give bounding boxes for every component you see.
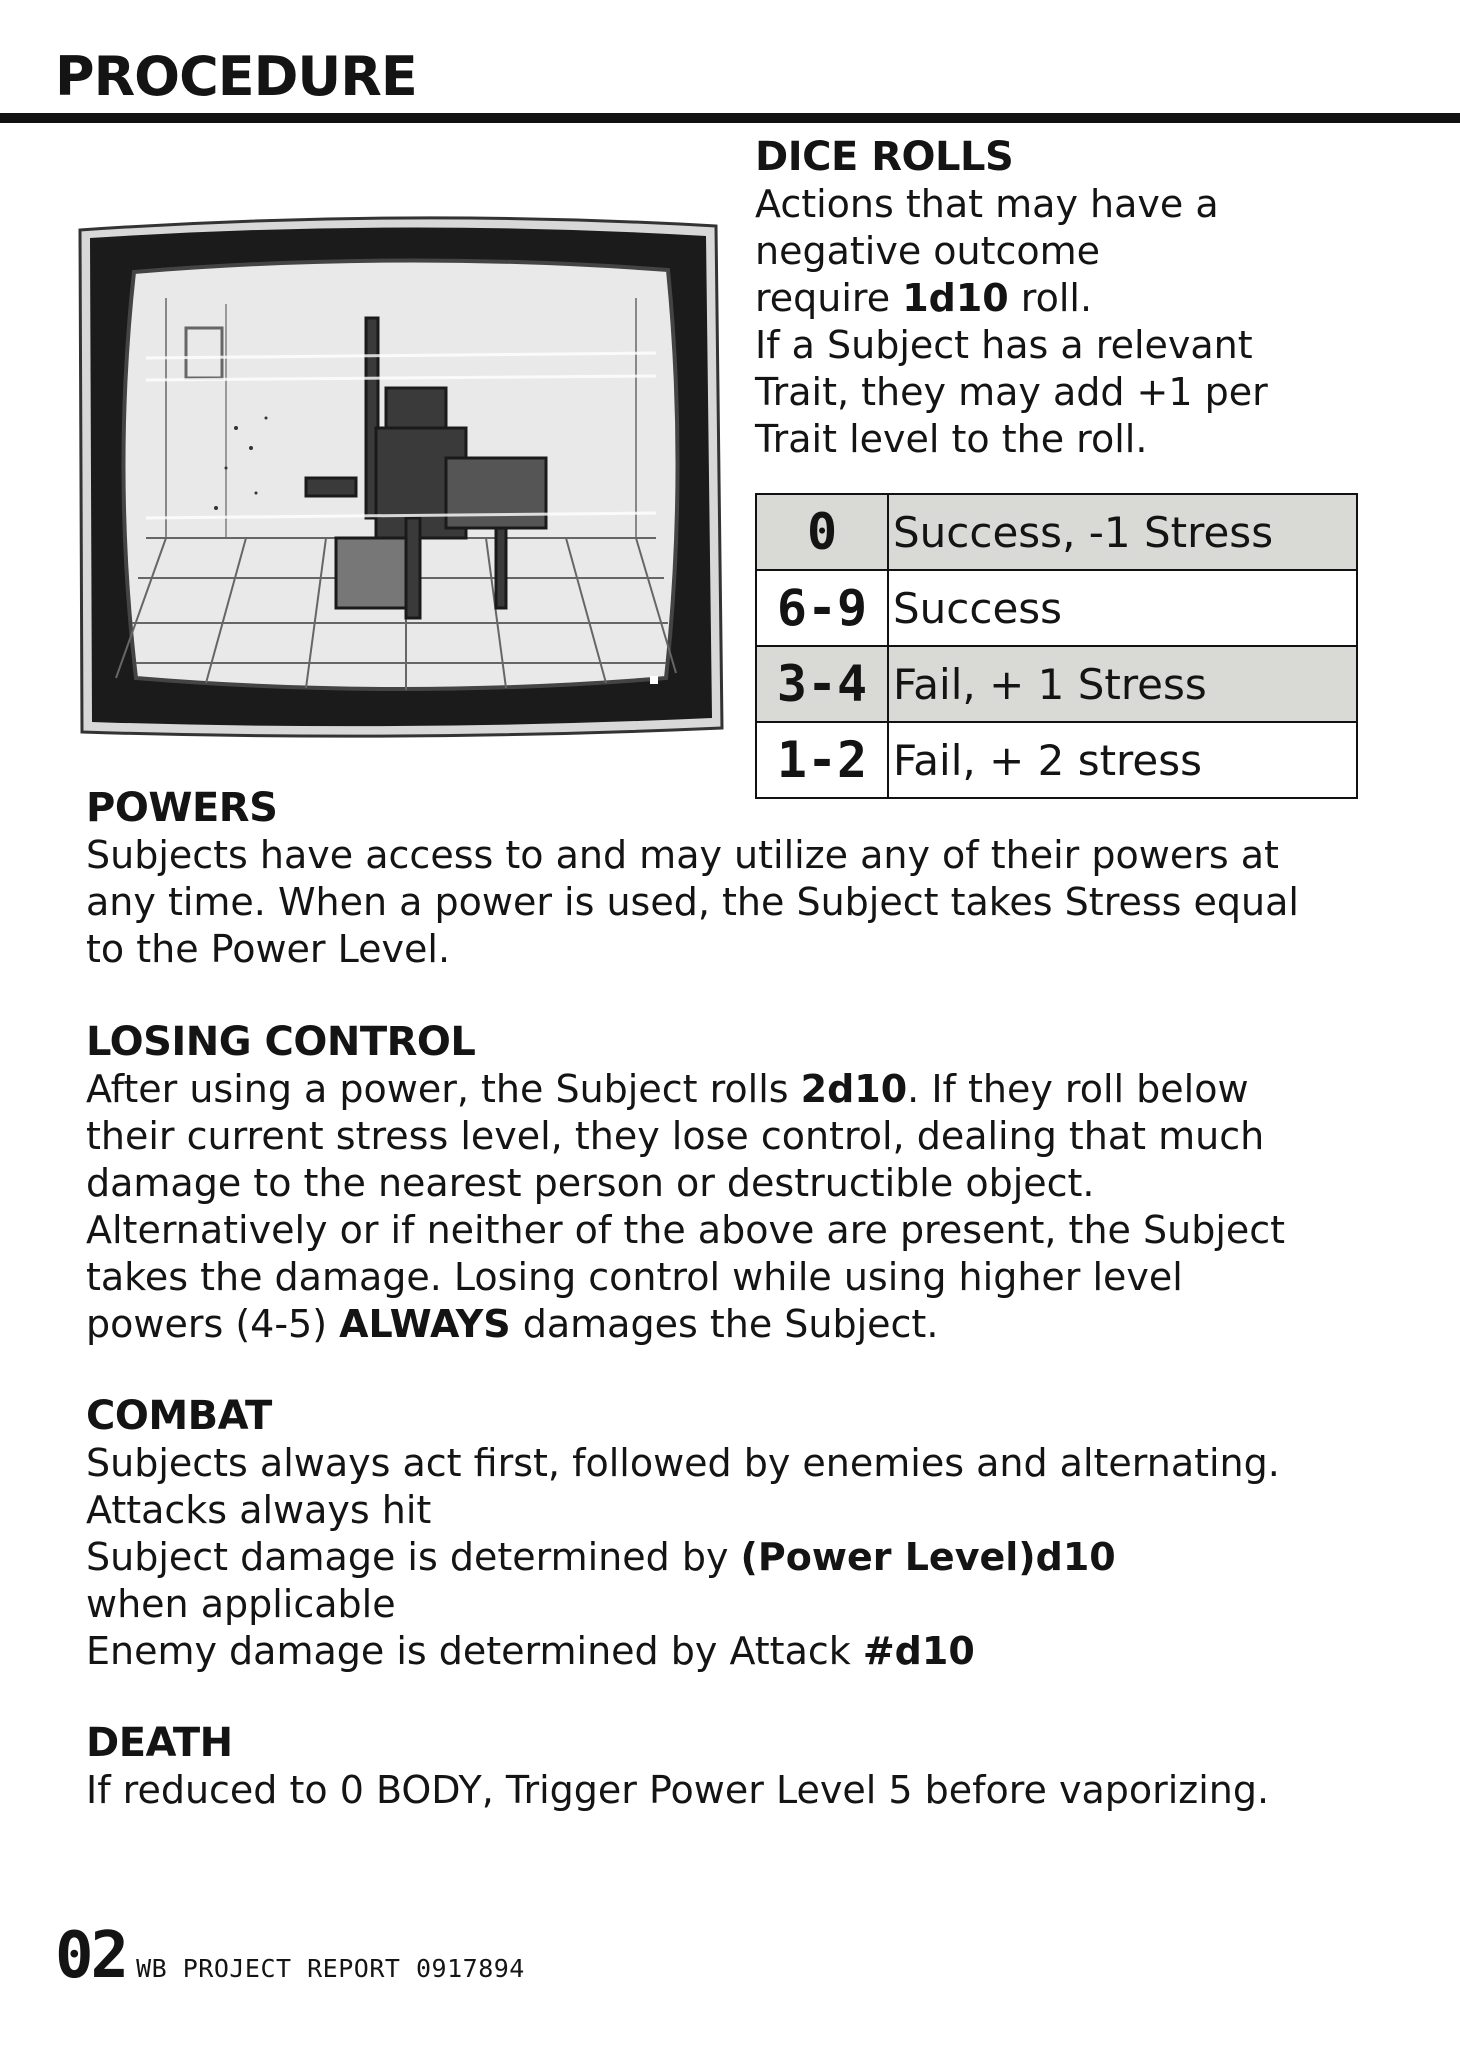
death-line: If reduced to 0 BODY, Trigger Power Level 5 before vaporizing. (86, 1768, 1270, 1812)
roll-result: Fail, + 1 Stress (888, 646, 1357, 722)
powers-section (86, 785, 1376, 973)
roll-result: Success (888, 570, 1357, 646)
table-row (756, 494, 1357, 570)
combat-line: when applicable (86, 1582, 396, 1626)
losing-control-line: Alternatively or if neither of the above are present, the Subject (86, 1208, 1286, 1252)
dice-rolls-line: Trait level to the roll. (755, 417, 1148, 461)
page-number: 02 (55, 1919, 127, 1993)
dice-rolls-section (755, 134, 1415, 463)
dice-rolls-line: Actions that may have a (755, 182, 1219, 226)
losing-control-heading: LOSING CONTROL (86, 1019, 476, 1065)
losing-control-line: After using a power, the Subject rolls 2d10. If they roll below (86, 1067, 1249, 1111)
roll-value: 0 (756, 494, 888, 570)
dice-rolls-line: negative outcome (755, 229, 1101, 273)
roll-result: Fail, + 2 stress (888, 722, 1357, 798)
combat-line: Enemy damage is determined by Attack #d10 (86, 1629, 975, 1673)
combat-line: Subjects always act first, followed by enemies and alternating. (86, 1441, 1280, 1485)
dice-rolls-line: Trait, they may add +1 per (755, 370, 1268, 414)
combat-section (86, 1393, 1376, 1675)
table-row (756, 570, 1357, 646)
powers-heading: POWERS (86, 785, 278, 831)
header-rule (0, 113, 1460, 123)
crt-television-icon (76, 208, 724, 742)
powers-line: any time. When a power is used, the Subject takes Stress equal (86, 880, 1299, 924)
combat-line: Subject damage is determined by (Power Level)d10 (86, 1535, 1116, 1579)
losing-control-line: powers (4-5) ALWAYS damages the Subject. (86, 1302, 939, 1346)
table-row (756, 646, 1357, 722)
report-id: WB PROJECT REPORT 0917894 (136, 1954, 525, 1983)
roll-results-table (755, 493, 1358, 799)
losing-control-line: their current stress level, they lose control, dealing that much (86, 1114, 1265, 1158)
dice-rolls-line: If a Subject has a relevant (755, 323, 1253, 367)
powers-line: Subjects have access to and may utilize any of their powers at (86, 833, 1279, 877)
roll-result: Success, -1 Stress (888, 494, 1357, 570)
roll-value: 1-2 (756, 722, 888, 798)
death-heading: DEATH (86, 1720, 233, 1766)
dice-rolls-heading: DICE ROLLS (755, 134, 1014, 180)
death-section (86, 1720, 1376, 1814)
page-title: PROCEDURE (55, 45, 417, 108)
dice-rolls-line: require 1d10 roll. (755, 276, 1093, 320)
roll-value: 6-9 (756, 570, 888, 646)
losing-control-section (86, 1019, 1376, 1348)
powers-line: to the Power Level. (86, 927, 451, 971)
combat-heading: COMBAT (86, 1393, 272, 1439)
combat-line: Attacks always hit (86, 1488, 432, 1532)
losing-control-line: takes the damage. Losing control while using higher level (86, 1255, 1183, 1299)
losing-control-line: damage to the nearest person or destructible object. (86, 1161, 1095, 1205)
roll-value: 3-4 (756, 646, 888, 722)
page-footer (55, 1919, 525, 1993)
